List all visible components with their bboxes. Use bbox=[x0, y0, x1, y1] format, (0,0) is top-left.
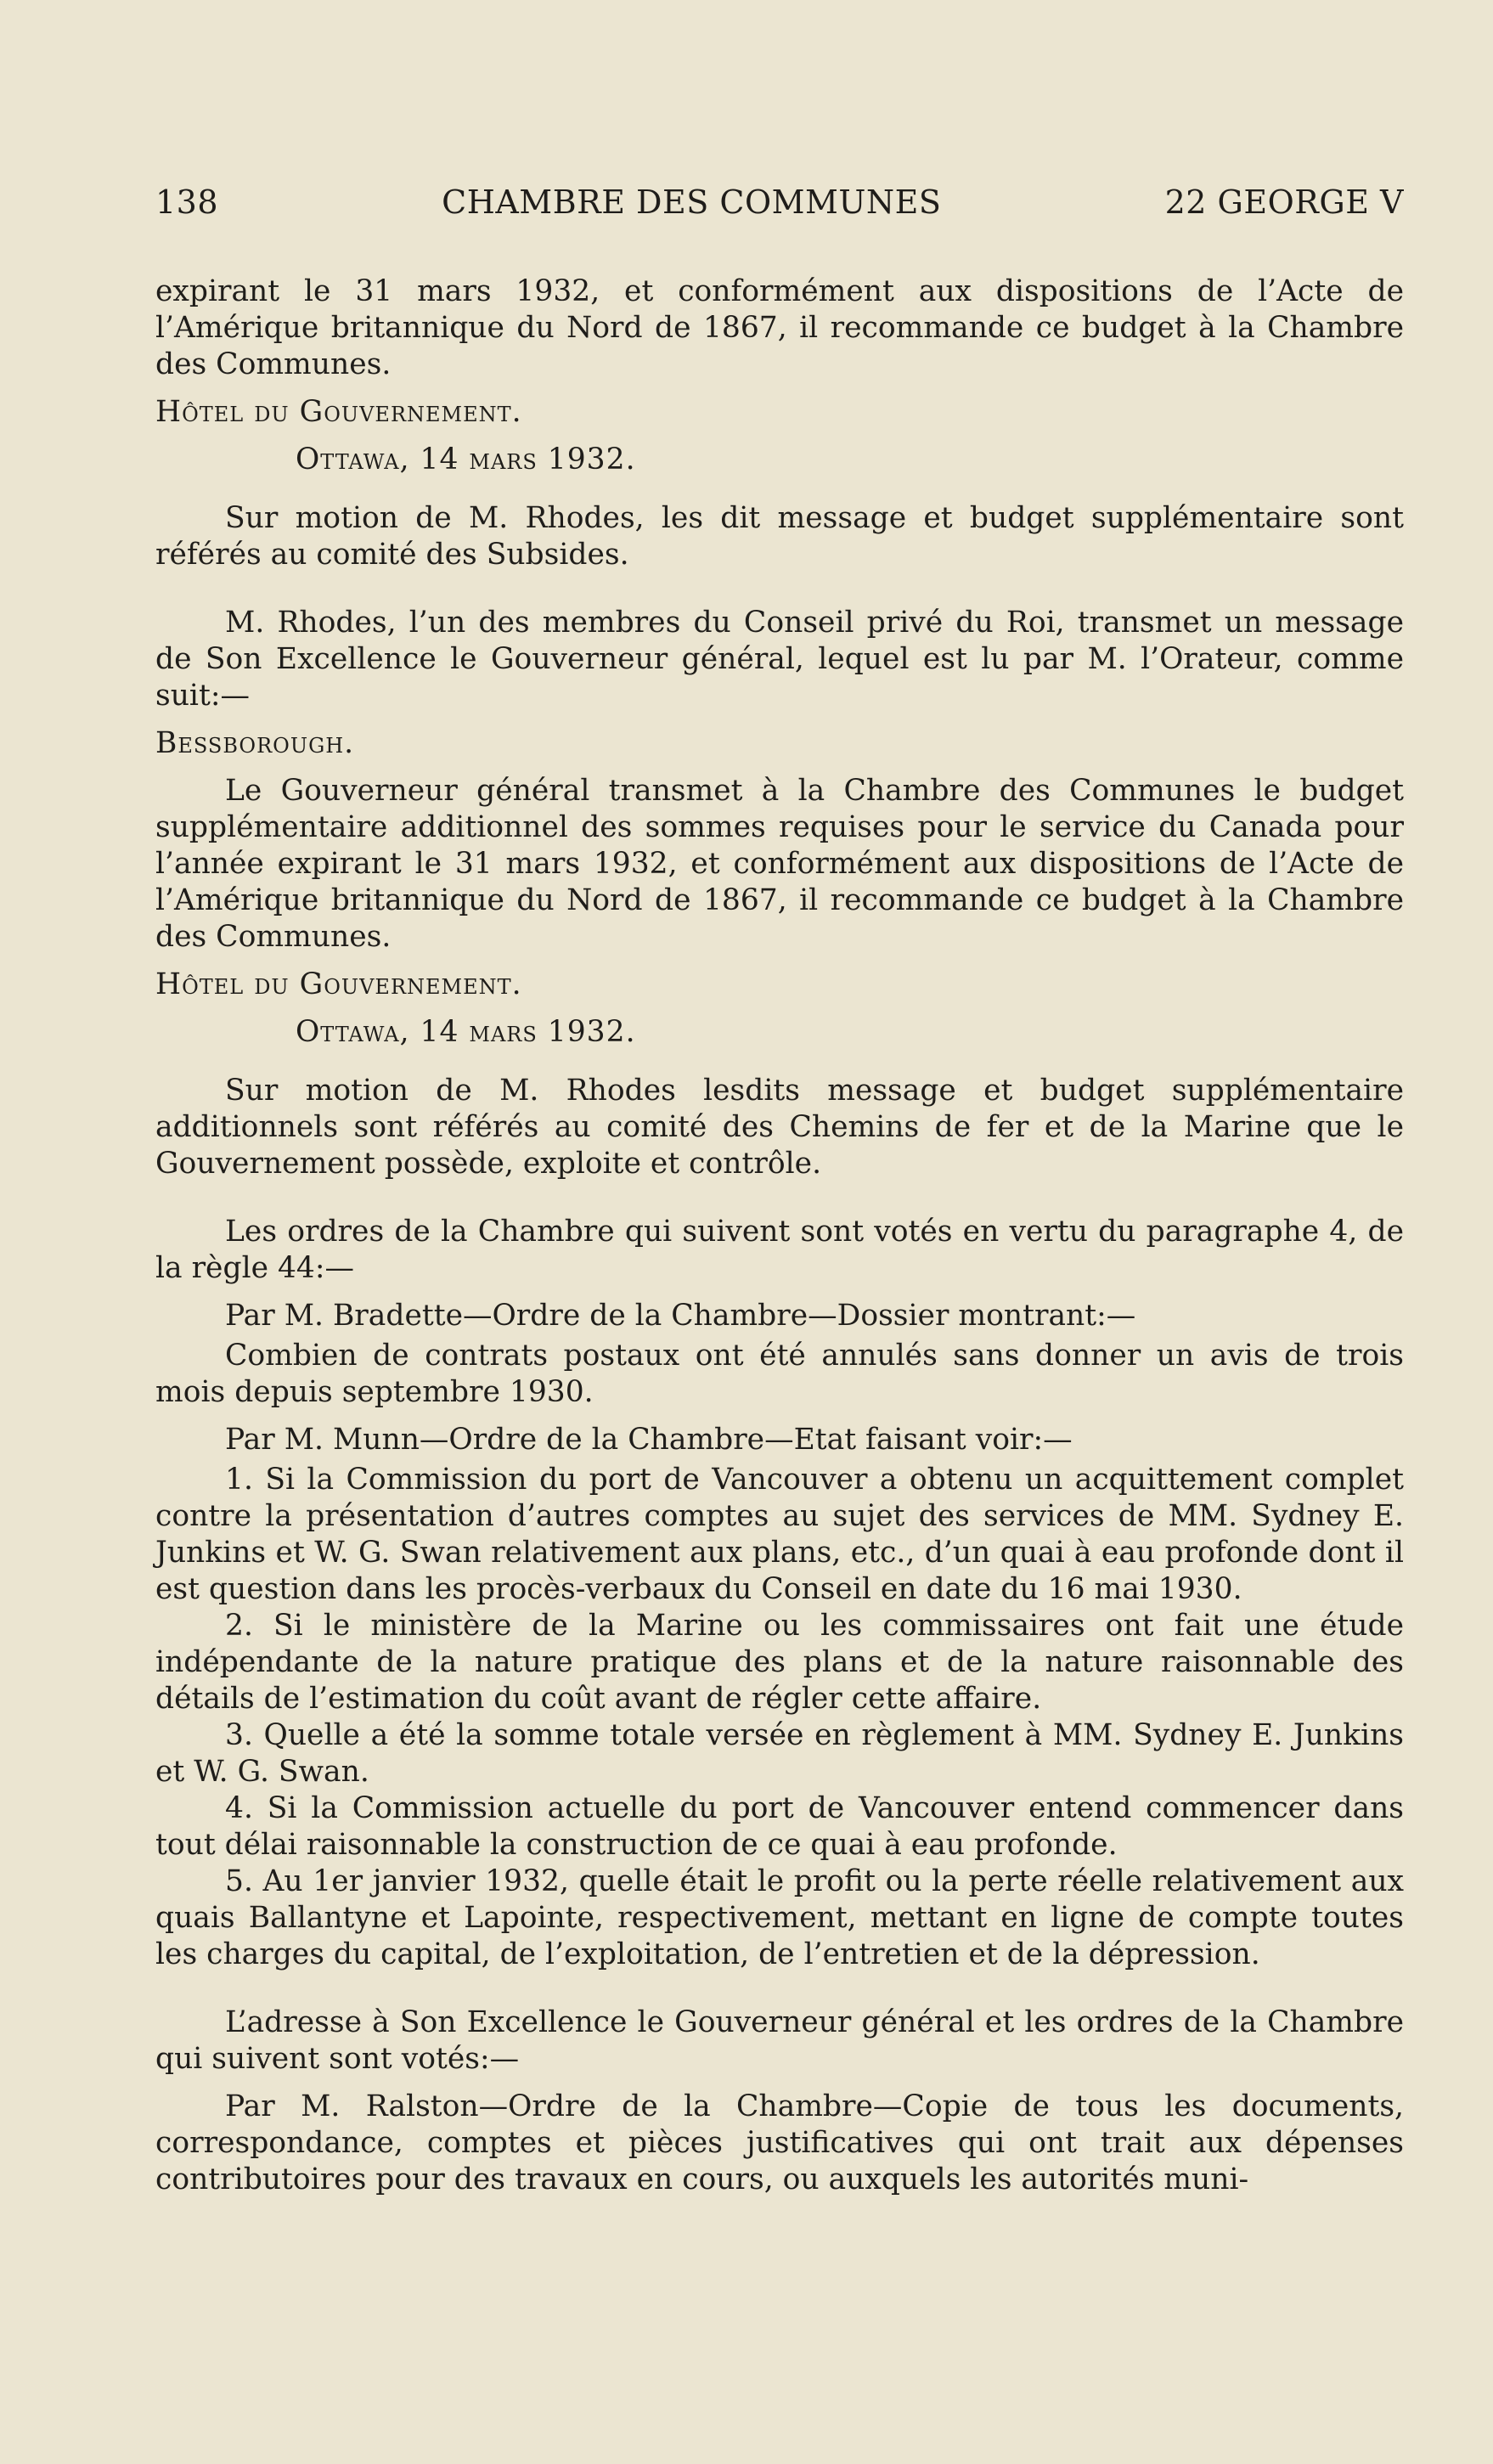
date-line: Ottawa, 14 mars 1932. bbox=[296, 1015, 636, 1049]
list-item: 3. Quelle a été la somme totale versée en règlement à MM. Sydney E. Junkins et W. G. Swan. bbox=[155, 1718, 1404, 1789]
page-number: 138 bbox=[155, 183, 219, 221]
paragraph: Sur motion de M. Rhodes, les dit message et budget supplémentaire sont référés au comité des Subsides. bbox=[155, 501, 1404, 572]
paragraph: Par M. Bradette—Ordre de la Chambre—Dossier montrant:— bbox=[225, 1299, 1136, 1333]
paragraph: L’adresse à Son Excellence le Gouverneur général et les ordres de la Chambre qui suivent sont votés:— bbox=[155, 2005, 1404, 2076]
paragraph: Par M. Ralston—Ordre de la Chambre—Copie de tous les documents, correspondance, comptes et pièces justificatives qui ont trait aux dépenses contributoires pour des travaux en cours, ou auxquels les autorités muni- bbox=[155, 2089, 1404, 2196]
list-item: 5. Au 1er janvier 1932, quelle était le profit ou la perte réelle relativement aux quais Ballantyne et Lapointe, respectivement, mettant en ligne de compte toutes les charges du capital, de l’exploitation, de l’entretien et de la dépression. bbox=[155, 1864, 1404, 1971]
running-header bbox=[155, 183, 1404, 221]
list-item: 4. Si la Commission actuelle du port de Vancouver entend commencer dans tout délai raisonnable la construction de ce quai à eau profonde. bbox=[155, 1791, 1404, 1862]
page-body bbox=[155, 273, 1404, 2198]
paragraph: Par M. Munn—Ordre de la Chambre—Etat faisant voir:— bbox=[225, 1423, 1073, 1457]
paragraph: M. Rhodes, l’un des membres du Conseil privé du Roi, transmet un message de Son Excellence le Gouverneur général, lequel est lu par M. l’Orateur, comme suit:— bbox=[155, 606, 1404, 713]
list-item: 2. Si le ministère de la Marine ou les commissaires ont fait une étude indépendante de la nature pratique des plans et de la nature raisonnable des détails de l’estimation du coût avant de régler cette affaire. bbox=[155, 1609, 1404, 1716]
running-title: CHAMBRE DES COMMUNES bbox=[442, 183, 942, 221]
paragraph: Sur motion de M. Rhodes lesdits message et budget supplémentaire additionnels sont référés au comité des Chemins de fer et de la Marine que le Gouvernement possède, exploite et contrôle. bbox=[155, 1074, 1404, 1181]
date-line: Ottawa, 14 mars 1932. bbox=[296, 443, 636, 476]
signature-line: Hôtel du Gouvernement. bbox=[155, 395, 522, 429]
paragraph: Les ordres de la Chambre qui suivent sont votés en vertu du paragraphe 4, de la règle 44:— bbox=[155, 1215, 1404, 1285]
signature-line: Bessborough. bbox=[155, 726, 355, 760]
paragraph: expirant le 31 mars 1932, et conformément aux dispositions de l’Acte de l’Amérique britannique du Nord de 1867, il recommande ce budget à la Chambre des Communes. bbox=[155, 274, 1404, 381]
reign-label: 22 GEORGE V bbox=[1164, 183, 1404, 221]
signature-line: Hôtel du Gouvernement. bbox=[155, 967, 522, 1001]
paragraph: Le Gouverneur général transmet à la Chambre des Communes le budget supplémentaire additionnel des sommes requises pour le service du Canada pour l’année expirant le 31 mars 1932, et conformément aux dispositions de l’Acte de l’Amérique britannique du Nord de 1867, il recommande ce budget à la Chambre des Communes. bbox=[155, 774, 1404, 954]
paragraph: Combien de contrats postaux ont été annulés sans donner un avis de trois mois depuis septembre 1930. bbox=[155, 1339, 1404, 1409]
list-item: 1. Si la Commission du port de Vancouver a obtenu un acquittement complet contre la présentation d’autres comptes au sujet des services de MM. Sydney E. Junkins et W. G. Swan relativement aux plans, etc., d’un quai à eau profonde dont il est question dans les procès-verbaux du Conseil en date du 16 mai 1930. bbox=[155, 1463, 1404, 1606]
